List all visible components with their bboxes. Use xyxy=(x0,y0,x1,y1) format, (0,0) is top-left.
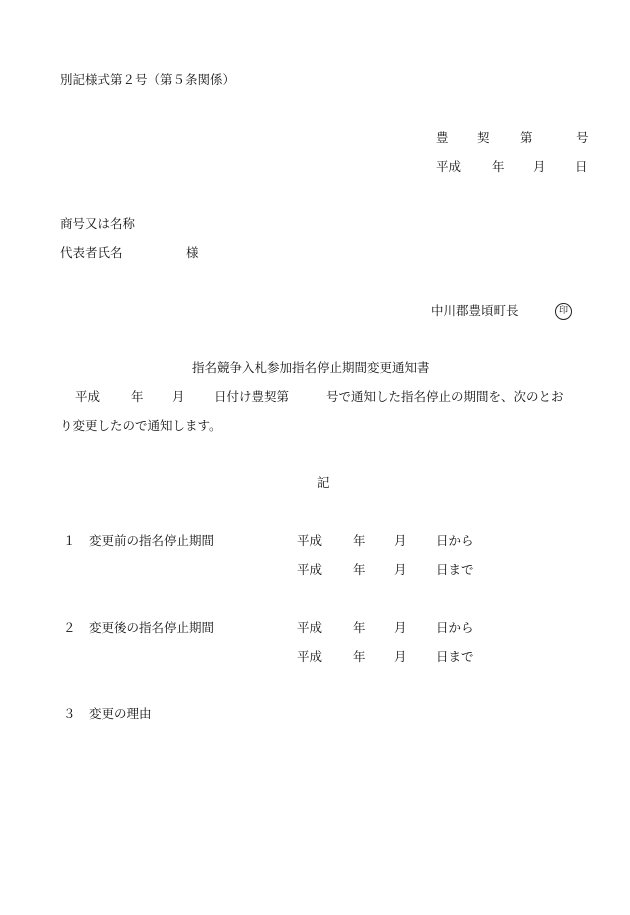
doc-number-dai: 第 xyxy=(520,130,533,145)
to-day: 日まで xyxy=(436,562,474,577)
from-day: 日から xyxy=(436,533,474,548)
document-title: 指名競争入札参加指名停止期間変更通知書 xyxy=(192,360,430,375)
doc-date-month: 月 xyxy=(533,159,546,174)
body-line1-tail: 号で通知した指名停止の期間を、次のとお xyxy=(326,389,564,404)
body-era: 平成 xyxy=(75,389,101,404)
recipient-honorific: 様 xyxy=(186,245,199,260)
from-era: 平成 xyxy=(297,620,323,635)
body-year: 年 xyxy=(131,389,144,404)
item-number: ３ xyxy=(63,706,76,721)
doc-date-day: 日 xyxy=(575,159,588,174)
from-day: 日から xyxy=(436,620,474,635)
item-label: 変更前の指名停止期間 xyxy=(89,533,215,548)
body-month: 月 xyxy=(172,389,185,404)
from-year: 年 xyxy=(353,620,366,635)
from-month: 月 xyxy=(394,620,407,635)
to-year: 年 xyxy=(353,562,366,577)
to-day: 日まで xyxy=(436,649,474,664)
doc-date-era: 平成 xyxy=(436,159,462,174)
issuer-name: 中川郡豊頃町長 xyxy=(431,303,519,318)
item-number: ２ xyxy=(63,620,76,635)
doc-number-kei: 契 xyxy=(477,130,490,145)
item-label: 変更の理由 xyxy=(89,706,152,721)
body-day-reference: 日付け豊契第 xyxy=(214,389,290,404)
from-month: 月 xyxy=(394,533,407,548)
form-header: 別記様式第２号（第５条関係） xyxy=(60,72,236,87)
from-era: 平成 xyxy=(297,533,323,548)
ki-marker: 記 xyxy=(317,475,330,490)
item-number: １ xyxy=(63,533,76,548)
recipient-rep-label: 代表者氏名 xyxy=(60,245,123,260)
to-month: 月 xyxy=(394,562,407,577)
recipient-company-label: 商号又は名称 xyxy=(60,216,136,231)
body-line2: り変更したので通知します。 xyxy=(60,418,222,433)
doc-number-go: 号 xyxy=(576,130,589,145)
from-year: 年 xyxy=(353,533,366,548)
to-era: 平成 xyxy=(297,649,323,664)
seal-icon: 印 xyxy=(555,303,572,320)
item-label: 変更後の指名停止期間 xyxy=(89,620,215,635)
to-era: 平成 xyxy=(297,562,323,577)
doc-date-year: 年 xyxy=(492,159,505,174)
to-month: 月 xyxy=(394,649,407,664)
to-year: 年 xyxy=(353,649,366,664)
doc-number-prefix: 豊 xyxy=(436,130,449,145)
